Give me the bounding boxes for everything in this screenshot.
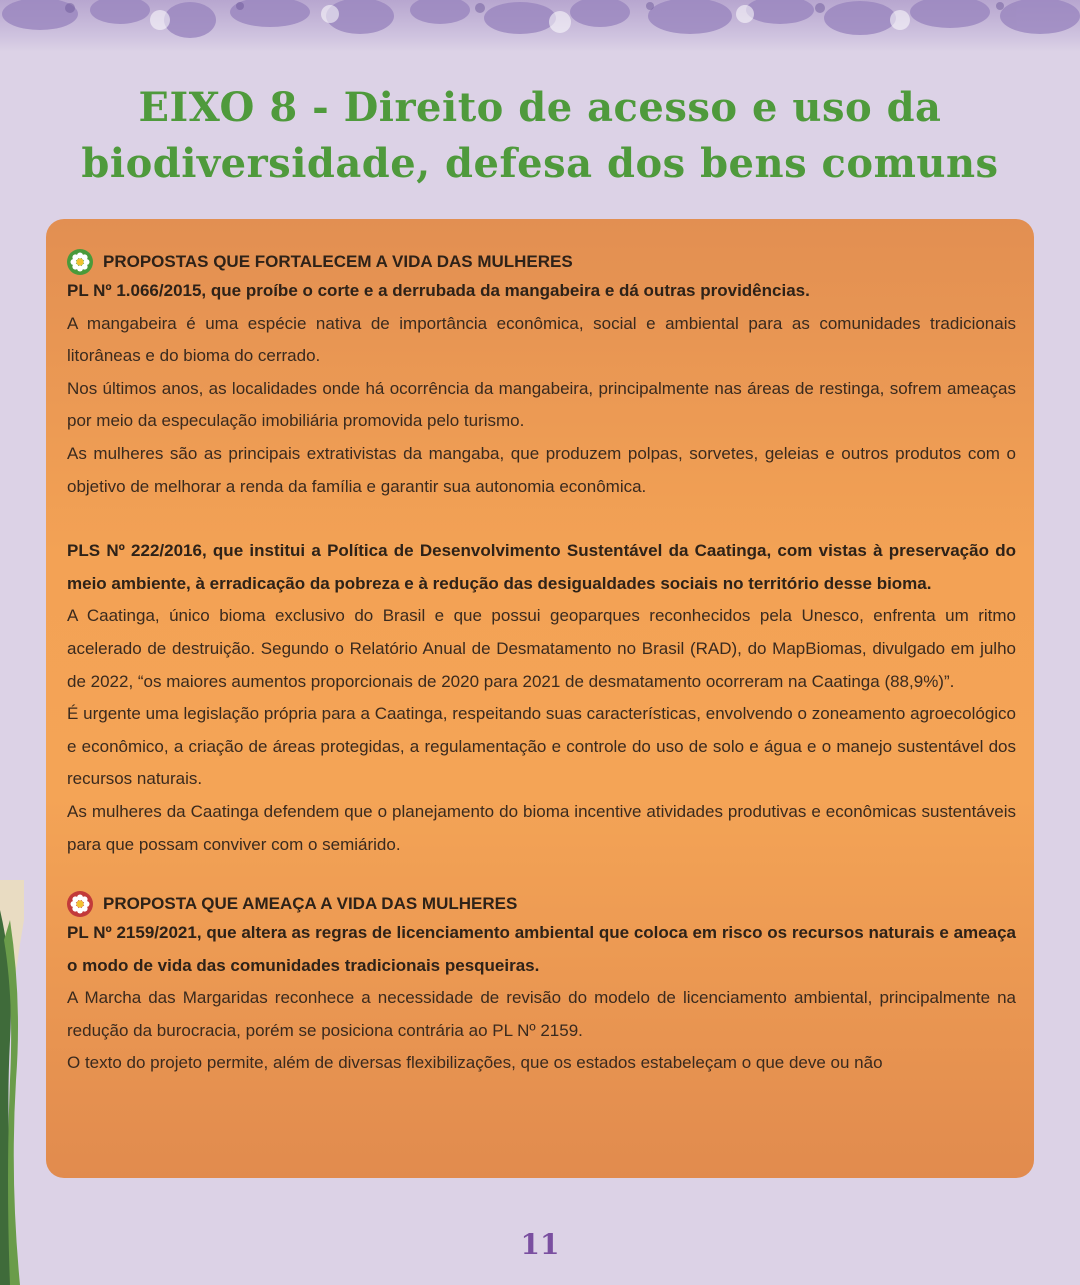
bill-3-paragraph: A Marcha das Margaridas reconhece a necessidade de revisão do modelo de licenciamento ambiental, principalmente na redução da burocracia, porém se posiciona contrária ao PL Nº 2159. bbox=[67, 988, 1016, 1040]
bill-2-title: PLS Nº 222/2016, que institui a Política de Desenvolvimento Sustentável da Caatinga, com vistas à preservação do meio ambiente, à erradicação da pobreza e à redução das desigualdades sociais no território desse bioma. bbox=[67, 541, 1016, 593]
content-card bbox=[46, 219, 1034, 1178]
spacer bbox=[67, 503, 1016, 535]
bill-2-paragraph: A Caatinga, único bioma exclusivo do Brasil e que possui geoparques reconhecidos pela Unesco, enfrenta um ritmo acelerado de destruição. Segundo o Relatório Anual de Desmatamento no Brasil (RAD), do MapBiomas, divulgado em julho de 2022, “os maiores aumentos proporcionais de 2020 para 2021 de desmatamento ocorreram na Caatinga (88,9%)”. bbox=[67, 606, 1016, 691]
title-line-2: biodiversidade, defesa dos bens comuns bbox=[81, 140, 999, 187]
bill-2-paragraph: As mulheres da Caatinga defendem que o planejamento do bioma incentive atividades produtivas e econômicas sustentáveis para que possam conviver com o semiárido. bbox=[67, 801, 1016, 854]
bill-1-paragraph: A mangabeira é uma espécie nativa de importância econômica, social e ambiental para as comunidades tradicionais litorâneas e do bioma do cerrado. bbox=[67, 313, 1016, 366]
bill-1-paragraph: Nos últimos anos, as localidades onde há ocorrência da mangabeira, principalmente nas áreas de restinga, sofrem ameaças por meio da especulação imobiliária promovida pelo turismo. bbox=[67, 378, 1016, 431]
green-flower-icon bbox=[67, 249, 93, 275]
left-foliage-decoration bbox=[0, 880, 24, 1285]
bill-2-paragraph: É urgente uma legislação própria para a Caatinga, respeitando suas características, envolvendo o zoneamento agroecológico e econômico, a criação de áreas protegidas, a regulamentação e controle do uso de solo e água e o manejo sustentável dos recursos naturais. bbox=[67, 704, 1016, 789]
floral-header-decoration bbox=[0, 0, 1080, 52]
page-title bbox=[0, 80, 1080, 192]
bill-1-paragraph: As mulheres são as principais extrativistas da mangaba, que produzem polpas, sorvetes, geleias e outros produtos com o objetivo de melhorar a renda da família e garantir sua autonomia econômica. bbox=[67, 443, 1016, 496]
negative-proposal-heading bbox=[67, 891, 1016, 917]
page-number: 11 bbox=[520, 1228, 560, 1261]
bill-1-title: PL Nº 1.066/2015, que proíbe o corte e a derrubada da mangabeira e dá outras providências. bbox=[67, 281, 810, 300]
red-flower-icon bbox=[67, 891, 93, 917]
positive-proposals-heading bbox=[67, 249, 1016, 275]
spacer bbox=[67, 861, 1016, 893]
positive-heading-text: PROPOSTAS QUE FORTALECEM A VIDA DAS MULHERES bbox=[103, 252, 573, 271]
bill-3-paragraph: O texto do projeto permite, além de diversas flexibilizações, que os estados estabeleçam o que deve ou não bbox=[67, 1053, 883, 1073]
bill-3-title: PL Nº 2159/2021, que altera as regras de licenciamento ambiental que coloca em risco os recursos naturais e ameaça o modo de vida das comunidades tradicionais pesqueiras. bbox=[67, 923, 1016, 975]
title-line-1: EIXO 8 - Direito de acesso e uso da bbox=[138, 84, 942, 131]
negative-heading-text: PROPOSTA QUE AMEAÇA A VIDA DAS MULHERES bbox=[103, 894, 518, 914]
